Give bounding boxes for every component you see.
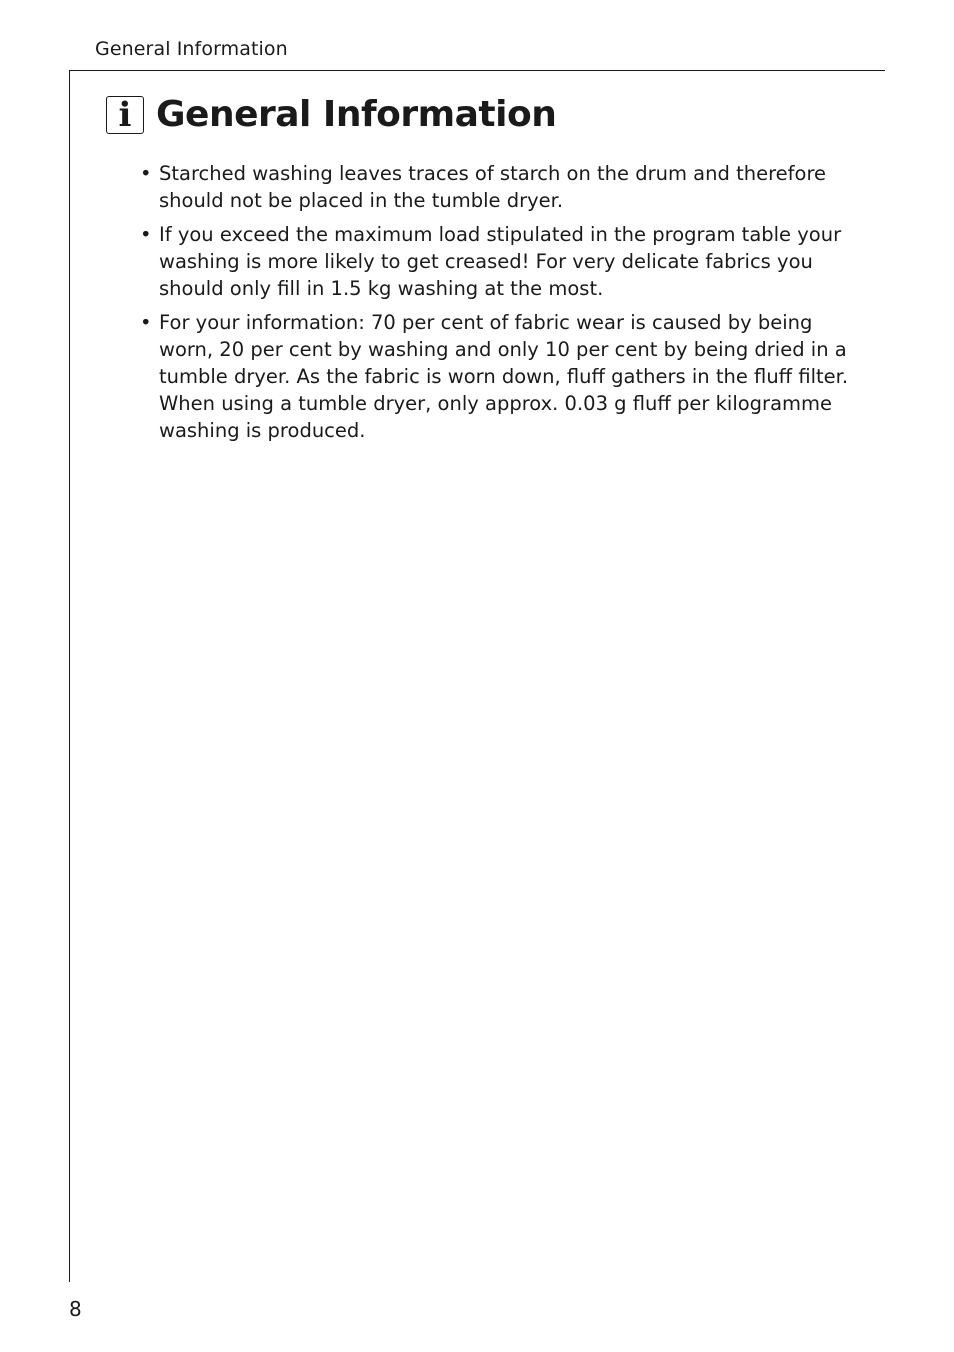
bullet-list xyxy=(138,160,858,451)
section-heading xyxy=(106,94,556,135)
header-rule xyxy=(69,70,885,71)
list-item: • If you exceed the maximum load stipulated in the program table your washing is more likely to get creased! For very delicate fabrics you should only fill in 1.5 kg washing at the most. xyxy=(138,221,858,302)
page-number: 8 xyxy=(69,1297,82,1321)
running-header: General Information xyxy=(95,38,288,60)
list-item: • For your information: 70 per cent of fabric wear is caused by being worn, 20 per cent by washing and only 10 per cent by being dried in a tumble dryer. As the fabric is worn down, fluff gathers in the fluff filter. When using a tumble dryer, only approx. 0.03 g fluff per kilogramme washing is produced. xyxy=(138,309,858,444)
section-title: General Information xyxy=(156,94,557,135)
list-item: • Starched washing leaves traces of starch on the drum and therefore should not be placed in the tumble dryer. xyxy=(138,160,858,214)
margin-rule xyxy=(69,70,70,1282)
info-icon: i xyxy=(106,96,144,134)
